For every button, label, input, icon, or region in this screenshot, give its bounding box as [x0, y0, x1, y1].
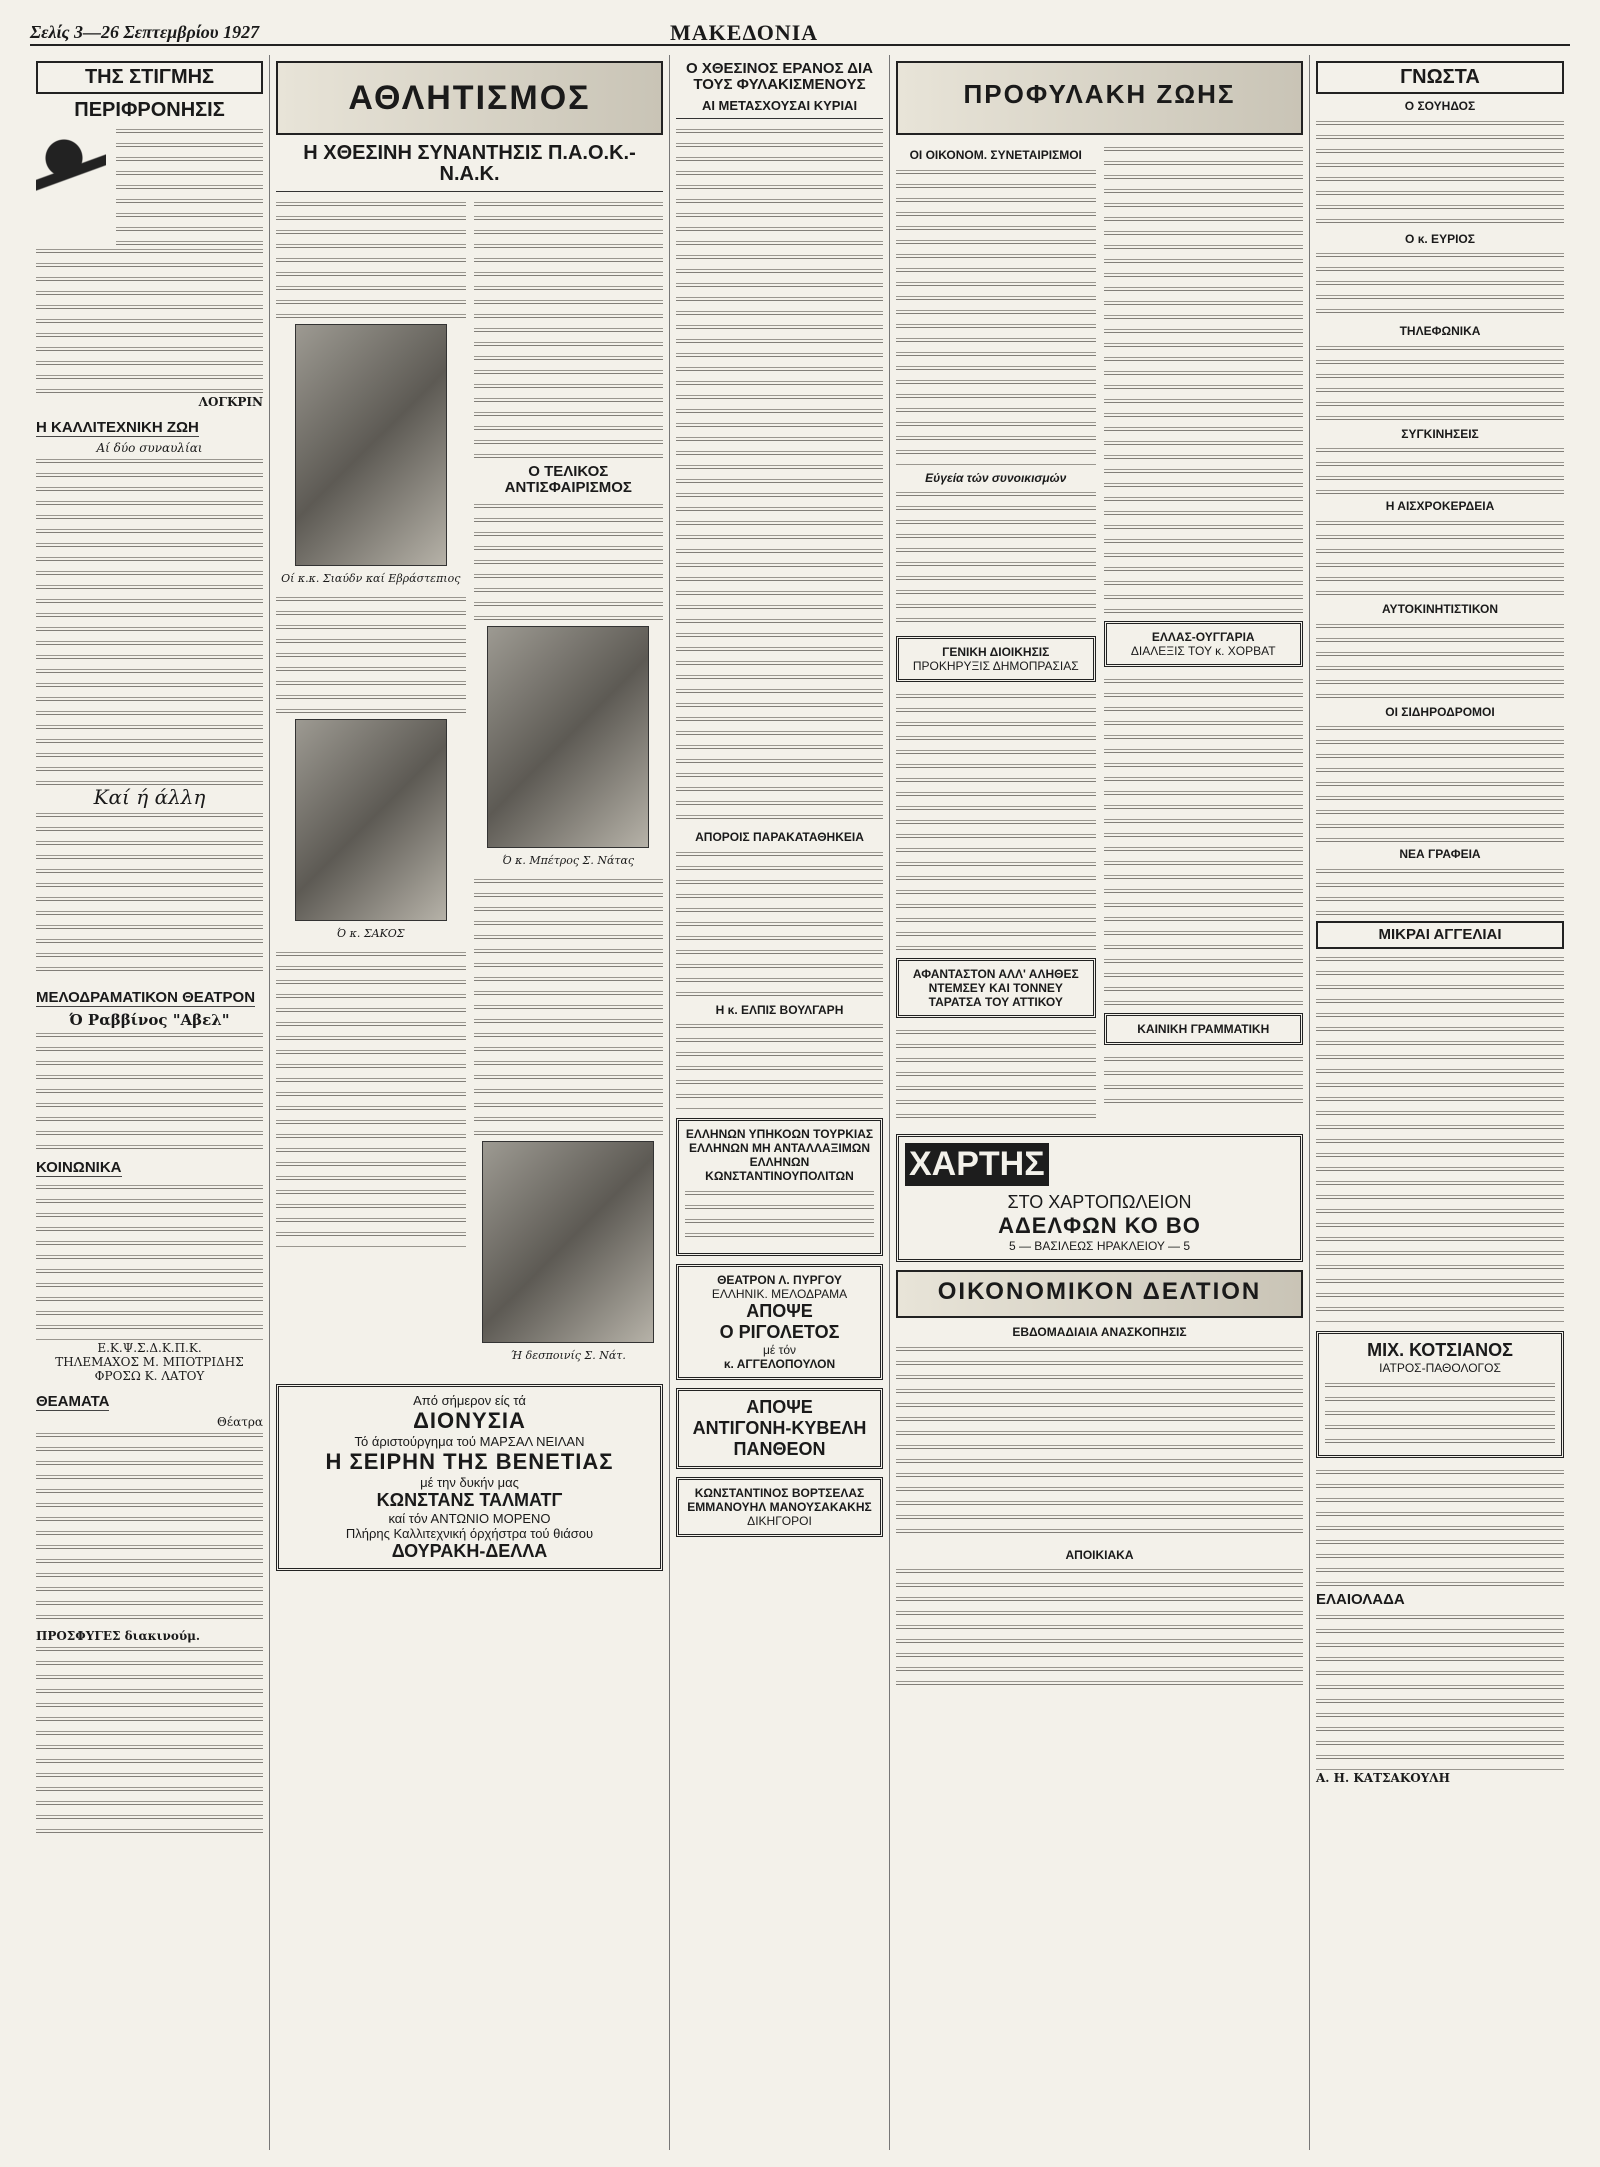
section-subheading: ΑΥΤΟΚΙΝΗΤΙΣΤΙΚΟΝ	[1381, 601, 1498, 616]
article-text	[36, 1429, 263, 1629]
ad-line: κ. ΑΓΓΕΛΟΠΟΥΛΟΝ	[723, 1357, 836, 1372]
ad-title: ΑΔΕΛΦΩΝ ΚΟ ΒΟ	[998, 1213, 1201, 1239]
ad-title: ΜΙΧ. ΚΟΤΣΙΑΝΟΣ	[1367, 1339, 1513, 1360]
ad-title: ΚΩΝΣΤΑΝΣ ΤΑΛΜΑΤΓ	[376, 1489, 563, 1510]
ad-line: ΔΙΚΗΓΟΡΟΙ	[747, 1514, 812, 1529]
section-subheading: Ο ΣΟΥΗΔΟΣ	[1404, 99, 1476, 113]
ad-title: ΠΑΝΘΕΟΝ	[733, 1439, 826, 1460]
section-subheading: Η κ. ΕΛΠΙΣ ΒΟΥΛΓΑΡΗ	[715, 1002, 844, 1017]
article-text	[896, 488, 1096, 628]
ad-line: Από σήμερον είς τά	[413, 1392, 526, 1408]
column-2	[270, 55, 670, 2150]
ad-line: ΣΤΟ ΧΑΡΤΟΠΩΛΕΙΟΝ	[1007, 1192, 1192, 1213]
photo-caption: Ό κ. ΣΑΚΟΣ	[336, 927, 405, 940]
article-text	[1316, 865, 1564, 915]
ad-title: ΔΟΥΡΑΚΗ-ΔΕΛΛΑ	[391, 1540, 548, 1561]
section-subheading: Εύγεία τών συνοικισμών	[925, 470, 1067, 485]
article-text	[474, 875, 664, 1135]
names-line: ΤΗΛΕΜΑΧΟΣ Μ. ΜΠΟΤΡΙΔΗΣ	[55, 1355, 244, 1369]
article-text	[276, 593, 466, 713]
article-text	[1316, 953, 1564, 1323]
ad-title: ΕΛΛΗΝΩΝ ΥΠΗΚΟΩΝ ΤΟΥΡΚΙΑΣ ΕΛΛΗΝΩΝ ΜΗ ΑΝΤΑΛΛΑΞΙΜΩΝ ΕΛΛΗΝΩΝ ΚΩΝΣΤΑΝΤΙΝΟΥΠΟΛΙΤΩΝ	[685, 1127, 874, 1184]
ad-title: ΑΦΑΝΤΑΣΤΟΝ ΑΛΛ' ΑΛΗΘΕΣ	[912, 967, 1079, 982]
ad-line: καί τόν ΑΝΤΩΝΙΟ ΜΟΡΕΝΟ	[388, 1510, 551, 1526]
column-1	[30, 55, 270, 2150]
section-subheading: ΠΡΟΣΦΥΓΕΣ διακινούμ.	[36, 1629, 201, 1643]
sports-banner	[276, 61, 663, 135]
page-header	[30, 18, 1570, 46]
article-text	[896, 166, 1096, 466]
article-text	[36, 1643, 263, 1843]
article-text	[1316, 444, 1564, 494]
ad-line: ΙΑΤΡΟΣ-ΠΑΘΟΛΟΓΟΣ	[1379, 1360, 1501, 1375]
notice-box	[896, 958, 1096, 1018]
devil-figure-icon	[36, 125, 106, 235]
article-text	[685, 1187, 874, 1247]
ad-title: Η ΣΕΙΡΗΝ ΤΗΣ ΒΕΝΕΤΙΑΣ	[325, 1448, 614, 1474]
article-text	[276, 948, 466, 1248]
theatre-advertisement	[676, 1264, 883, 1380]
article-text	[474, 198, 664, 458]
section-subheading: ΑΠΟΡΟΙΣ ΠΑΡΑΚΑΤΑΘΗΚΕΙΑ	[695, 830, 864, 845]
article-text	[896, 690, 1096, 950]
signature: Ε.Κ.Ψ.Σ.Δ.Κ.Π.Κ.	[97, 1341, 202, 1355]
stationery-advertisement	[896, 1134, 1303, 1262]
photo-caption: Ό κ. Μπέτρος Σ. Νάτας	[502, 853, 635, 867]
column-title-box: ΤΗΣ ΣΤΙΓΜΗΣ	[36, 61, 263, 94]
ad-title: ΔΙΟΝΥΣΙΑ	[413, 1407, 526, 1433]
article-text	[1325, 1379, 1555, 1449]
article-text	[676, 848, 883, 998]
ad-line: Τό άριστούργημα τού ΜΑΡΣΑΛ ΝΕΙΛΑΝ	[354, 1433, 585, 1449]
divider	[276, 191, 663, 192]
section-heading: ΘΕΑΜΑΤΑ	[36, 1393, 110, 1410]
notice-box	[676, 1118, 883, 1256]
ad-line: ΤΑΡΑΤΣΑ ΤΟΥ ΑΤΤΙΚΟΥ	[928, 995, 1063, 1010]
article-text	[1104, 143, 1304, 613]
notice-box	[896, 636, 1096, 682]
column-title-box: ΓΝΩΣΤΑ	[1316, 61, 1564, 94]
classifieds-heading: ΜΙΚΡΑΙ ΑΓΓΕΛΙΑΙ	[1316, 921, 1564, 949]
ad-line: ΚΩΝΣΤΑΝΤΙΝΟΣ ΒΟΡΤΣΕΛΑΣ	[694, 1486, 865, 1501]
article-text	[1104, 1053, 1304, 1113]
economic-banner	[896, 1270, 1303, 1318]
health-banner	[896, 61, 1303, 135]
divider	[676, 118, 883, 119]
article-text	[36, 455, 263, 785]
ad-line: ΔΙΑΛΕΞΙΣ ΤΟΥ κ. ΧΟΡΒΑΤ	[1130, 644, 1276, 658]
article-text	[896, 1565, 1303, 1685]
ad-title: ΓΕΝΙΚΗ ΔΙΟΙΚΗΣΙΣ	[942, 645, 1050, 660]
column-subtitle: ΠΕΡΙΦΡΟΝΗΣΙΣ	[74, 99, 225, 121]
section-subheading: ΝΕΑ ΓΡΑΦΕΙΑ	[1399, 847, 1481, 862]
ad-line: μέ την δυκήν μας	[420, 1474, 519, 1490]
section-subheading: ΟΙ ΟΙΚΟΝΟΜ. ΣΥΝΕΤΑΙΡΙΣΜΟΙ	[909, 148, 1082, 162]
ad-title: ΑΝΤΙΓΟΝΗ-ΚΥΒΕΛΗ	[692, 1418, 867, 1439]
ad-line: 5 — ΒΑΣΙΛΕΩΣ ΗΡΑΚΛΕΙΟΥ — 5	[1008, 1239, 1191, 1254]
photo	[295, 324, 447, 566]
article-text	[1316, 620, 1564, 700]
section-heading: ΚΟΙΝΩΝΙΚΑ	[36, 1159, 122, 1176]
article-text	[116, 125, 263, 245]
article-text	[1316, 249, 1564, 319]
column-3	[670, 55, 890, 2150]
article-body	[276, 198, 663, 1370]
ad-line: Πλήρης Καλλιτεχνική όρχήστρα τού θιάσου	[345, 1525, 594, 1541]
article-text	[1104, 675, 1304, 1005]
issue-date: Σελίς 3—26 Σεπτεμβρίου 1927	[30, 22, 260, 42]
column-5	[1310, 55, 1570, 2150]
article-text	[36, 1029, 263, 1149]
signature: ΛΟΓΚΡΙΝ	[198, 395, 263, 409]
doctor-advertisement	[1316, 1331, 1564, 1458]
illustration	[36, 125, 263, 245]
article-text	[36, 1181, 263, 1341]
article-text	[896, 1026, 1096, 1126]
banner-title: ΟΙΚΟΝΟΜΙΚΟΝ ΔΕΛΤΙΟΝ	[937, 1278, 1262, 1306]
column-4	[890, 55, 1310, 2150]
section-subheading: Θέατρα	[217, 1415, 263, 1429]
section-heading: Η ΚΑΛΛΙΤΕΧΝΙΚΗ ΖΩΗ	[36, 419, 199, 436]
subheadline: ΑΙ ΜΕΤΑΣΧΟΥΣΑΙ ΚΥΡΙΑΙ	[701, 97, 858, 113]
ad-title: Ο ΡΙΓΟΛΕΤΟΣ	[719, 1322, 840, 1343]
article-text	[1316, 342, 1564, 422]
article-body	[896, 143, 1303, 1126]
ad-line: ΠΡΟΚΗΡΥΞΙΣ ΔΗΜΟΠΡΑΣΙΑΣ	[912, 659, 1079, 674]
section-subheading: ΤΗΛΕΦΩΝΙΚΑ	[1399, 324, 1481, 339]
article-text	[1316, 1466, 1564, 1586]
section-subheading: Ό Ραββίνος "Αβελ"	[69, 1011, 230, 1029]
names-line: ΦΡΟΣΩ Κ. ΛΑΤΟΥ	[94, 1369, 205, 1383]
ad-line: ΝΤΕΜΣΕΥ ΚΑΙ ΤΟΝΝΕΥ	[928, 981, 1063, 996]
section-subheading: ΑΠΟΙΚΙΑΚΑ	[1065, 1547, 1134, 1562]
headline: Η ΧΘΕΣΙΝΗ ΣΥΝΑΝΤΗΣΙΣ Π.Α.Ο.Κ.-Ν.Α.Κ.	[303, 142, 636, 185]
section-subheading: ΕΛΑΙΟΛΑΔΑ	[1316, 1590, 1405, 1608]
ad-line: μέ τόν	[762, 1343, 796, 1358]
photo	[487, 626, 649, 848]
ad-title: ΧΑΡΤΗΣ	[905, 1143, 1049, 1186]
article-text	[676, 125, 883, 825]
article-text	[1316, 117, 1564, 227]
section-subheading: ΕΒΔΟΜΑΔΙΑΙΑ ΑΝΑΣΚΟΠΗΣΙΣ	[1012, 1325, 1187, 1340]
section-subheading: Η ΑΙΣΧΡΟΚΕΡΔΕΙΑ	[1385, 499, 1495, 514]
section-subheading: ΟΙ ΣΙΔΗΡΟΔΡΟΜΟΙ	[1385, 704, 1495, 719]
banner-title: ΠΡΟΦΥΛΑΚΗ ΖΩΗΣ	[963, 79, 1236, 109]
photo-caption: Οί κ.κ. Σιαύδν καί Εβράστεπιος	[281, 572, 461, 585]
article-text	[36, 245, 263, 395]
section-subheading: Ο ΤΕΛΙΚΟΣ ΑΝΤΙΣΦΑΙΡΙΣΜΟΣ	[504, 463, 632, 496]
masthead: ΜΑΚΕΔΟΝΙΑ	[670, 20, 819, 45]
article-text	[36, 809, 263, 979]
lawyers-advertisement	[676, 1477, 883, 1537]
notice-box	[1104, 1013, 1304, 1045]
ad-line: ΕΛΛΗΝΙΚ. ΜΕΛΟΔΡΑΜΑ	[711, 1287, 848, 1302]
article-text	[1316, 517, 1564, 597]
banner-title: ΑΘΛΗΤΙΣΜΟΣ	[348, 79, 591, 117]
section-subheading: ΣΥΓΚΙΝΗΣΕΙΣ	[1401, 426, 1479, 441]
ad-line: ΕΜΜΑΝΟΥΗΛ ΜΑΝΟΥΣΑΚΑΚΗΣ	[687, 1500, 872, 1515]
notice-box	[1104, 621, 1304, 667]
photo-caption: Ή δεσποινίς Σ. Νάτ.	[510, 1348, 626, 1362]
article-text	[1316, 722, 1564, 842]
article-text	[1316, 1611, 1564, 1771]
section-subheading: Καί ή άλλη	[93, 785, 206, 809]
ad-line: Α. Η. ΚΑΤΣΑΚΟΥΛΗ	[1316, 1771, 1450, 1786]
section-heading: ΜΕΛΟΔΡΑΜΑΤΙΚΟΝ ΘΕΑΤΡΟΝ	[36, 989, 256, 1006]
article-text	[676, 1020, 883, 1110]
headline: Ο ΧΘΕΣΙΝΟΣ ΕΡΑΝΟΣ ΔΙΑ ΤΟΥΣ ΦΥΛΑΚΙΣΜΕΝΟΥΣ	[686, 60, 873, 93]
ad-title: ΑΠΟΨΕ	[746, 1397, 813, 1418]
section-subheading: Αί δύο συναυλίαι	[96, 441, 203, 455]
cinema-advertisement	[276, 1384, 663, 1571]
article-text	[896, 1343, 1303, 1543]
ad-title: ΑΠΟΨΕ	[746, 1301, 813, 1322]
article-text	[276, 198, 466, 318]
photo	[295, 719, 447, 921]
ad-title: ΕΛΛΑΣ-ΟΥΓΓΑΡΙΑ	[1151, 630, 1255, 644]
ad-title: ΚΑΙΝΙΚΗ ΓΡΑΜΜΑΤΙΚΗ	[1137, 1022, 1270, 1036]
photo	[482, 1141, 654, 1343]
ad-line: ΘΕΑΤΡΟΝ Λ. ΠΥΡΓΟΥ	[717, 1273, 842, 1288]
article-text	[474, 500, 664, 620]
section-subheading: Ο κ. ΕΥΡΙΟΣ	[1405, 231, 1475, 246]
theatre-advertisement	[676, 1388, 883, 1469]
